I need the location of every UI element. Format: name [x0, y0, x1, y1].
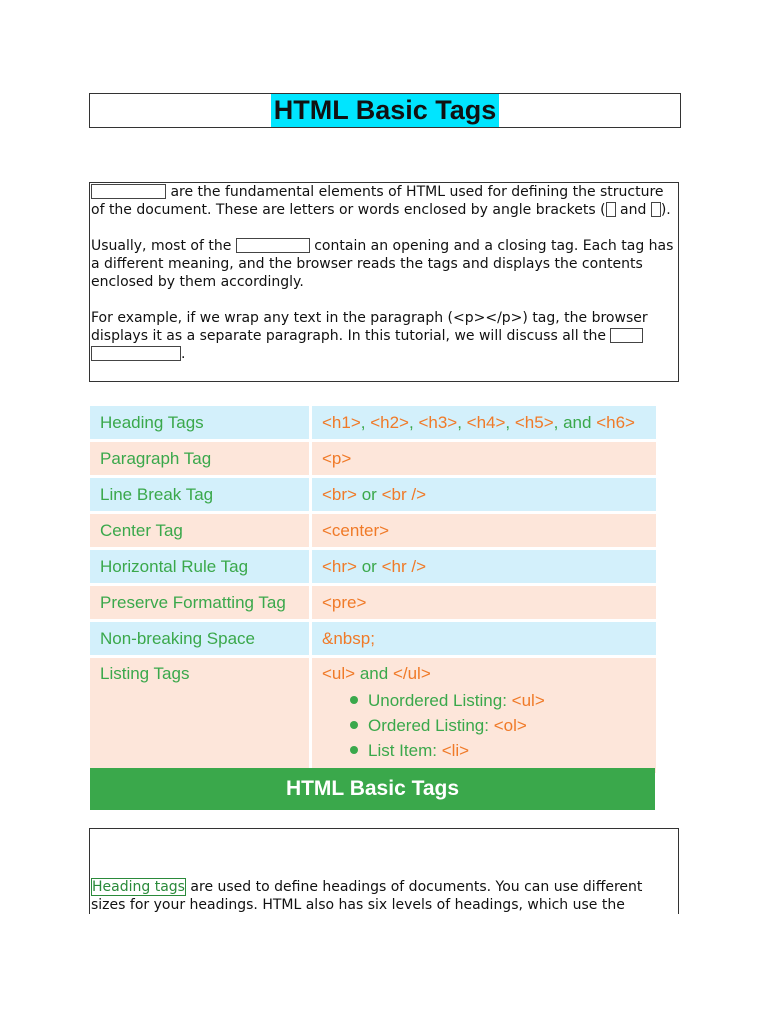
intro-p1-and: and [620, 202, 647, 218]
intro-p3-text: For example, if we wrap any text in the paragraph (<p></p>) tag, the browser displays it as a separate paragraph. In this tutorial, we will discuss all the [91, 310, 648, 344]
tags-table [90, 406, 656, 776]
tag-syntax: <pre> [312, 586, 656, 622]
tag-name: Line Break Tag [90, 478, 312, 514]
table-row [90, 586, 656, 622]
table-row [90, 514, 656, 550]
page-title: HTML Basic Tags [271, 94, 500, 127]
tag-syntax: &nbsp; [312, 622, 656, 658]
table-row [90, 658, 656, 776]
tag-name: Heading Tags [90, 406, 312, 442]
list-item: List Item: <li> [350, 738, 646, 763]
intro-paragraph-2 [91, 237, 678, 291]
heading-tags-link[interactable]: Heading tags [92, 879, 185, 895]
tag-name: Horizontal Rule Tag [90, 550, 312, 586]
list-item: Ordered Listing: <ol> [350, 713, 646, 738]
tag-name: Non-breaking Space [90, 622, 312, 658]
table-row [90, 550, 656, 586]
intro-p1-text: are the fundamental elements of HTML used for defining the structure of the document. These are letters or words enclosed by angle brackets ( [91, 184, 664, 218]
intro-p2-start: Usually, most of the [91, 238, 232, 254]
blank-placeholder [91, 184, 166, 199]
intro-paragraph-1 [91, 183, 678, 219]
blank-placeholder [236, 238, 310, 253]
table-row [90, 478, 656, 514]
tag-name: Listing Tags [90, 658, 312, 776]
title-box [89, 93, 681, 128]
bullet-icon [350, 746, 358, 754]
section2-paragraph [91, 878, 678, 914]
tag-name: Preserve Formatting Tag [90, 586, 312, 622]
blank-placeholder [651, 202, 661, 217]
tag-name: Center Tag [90, 514, 312, 550]
blank-placeholder [610, 328, 643, 343]
table-row [90, 442, 656, 478]
tag-syntax: <br> or <br /> [312, 478, 656, 514]
bullet-icon [350, 696, 358, 704]
list-item: Unordered Listing: <ul> [350, 688, 646, 713]
tag-name: Paragraph Tag [90, 442, 312, 478]
blank-placeholder [606, 202, 616, 217]
tag-syntax: <hr> or <hr /> [312, 550, 656, 586]
tag-syntax: <ul> and </ul> Unordered Listing: <ul> Ordered Listing: <ol> List Item: <li> [312, 658, 656, 776]
bullet-icon [350, 721, 358, 729]
intro-p3-end: . [181, 346, 186, 362]
intro-p2-text: contain an opening and a closing tag. Each tag has a different meaning, and the browser reads the tags and displays the contents enclosed by them accordingly. [91, 238, 674, 290]
section2-text-box [89, 828, 679, 914]
listing-sublist [322, 688, 646, 763]
section2-text: are used to define headings of documents. You can use different sizes for your headings. HTML also has six levels of headings, which use the [91, 879, 643, 913]
table-caption-banner: HTML Basic Tags [90, 768, 655, 810]
blank-placeholder [91, 346, 181, 361]
tag-syntax: <p> [312, 442, 656, 478]
intro-paragraph-3 [91, 309, 678, 363]
intro-text-box [89, 182, 679, 382]
intro-p1-end: ). [660, 202, 671, 218]
table-row [90, 622, 656, 658]
tag-syntax: <center> [312, 514, 656, 550]
tag-syntax: <h1>, <h2>, <h3>, <h4>, <h5>, and <h6> [312, 406, 656, 442]
table-row [90, 406, 656, 442]
